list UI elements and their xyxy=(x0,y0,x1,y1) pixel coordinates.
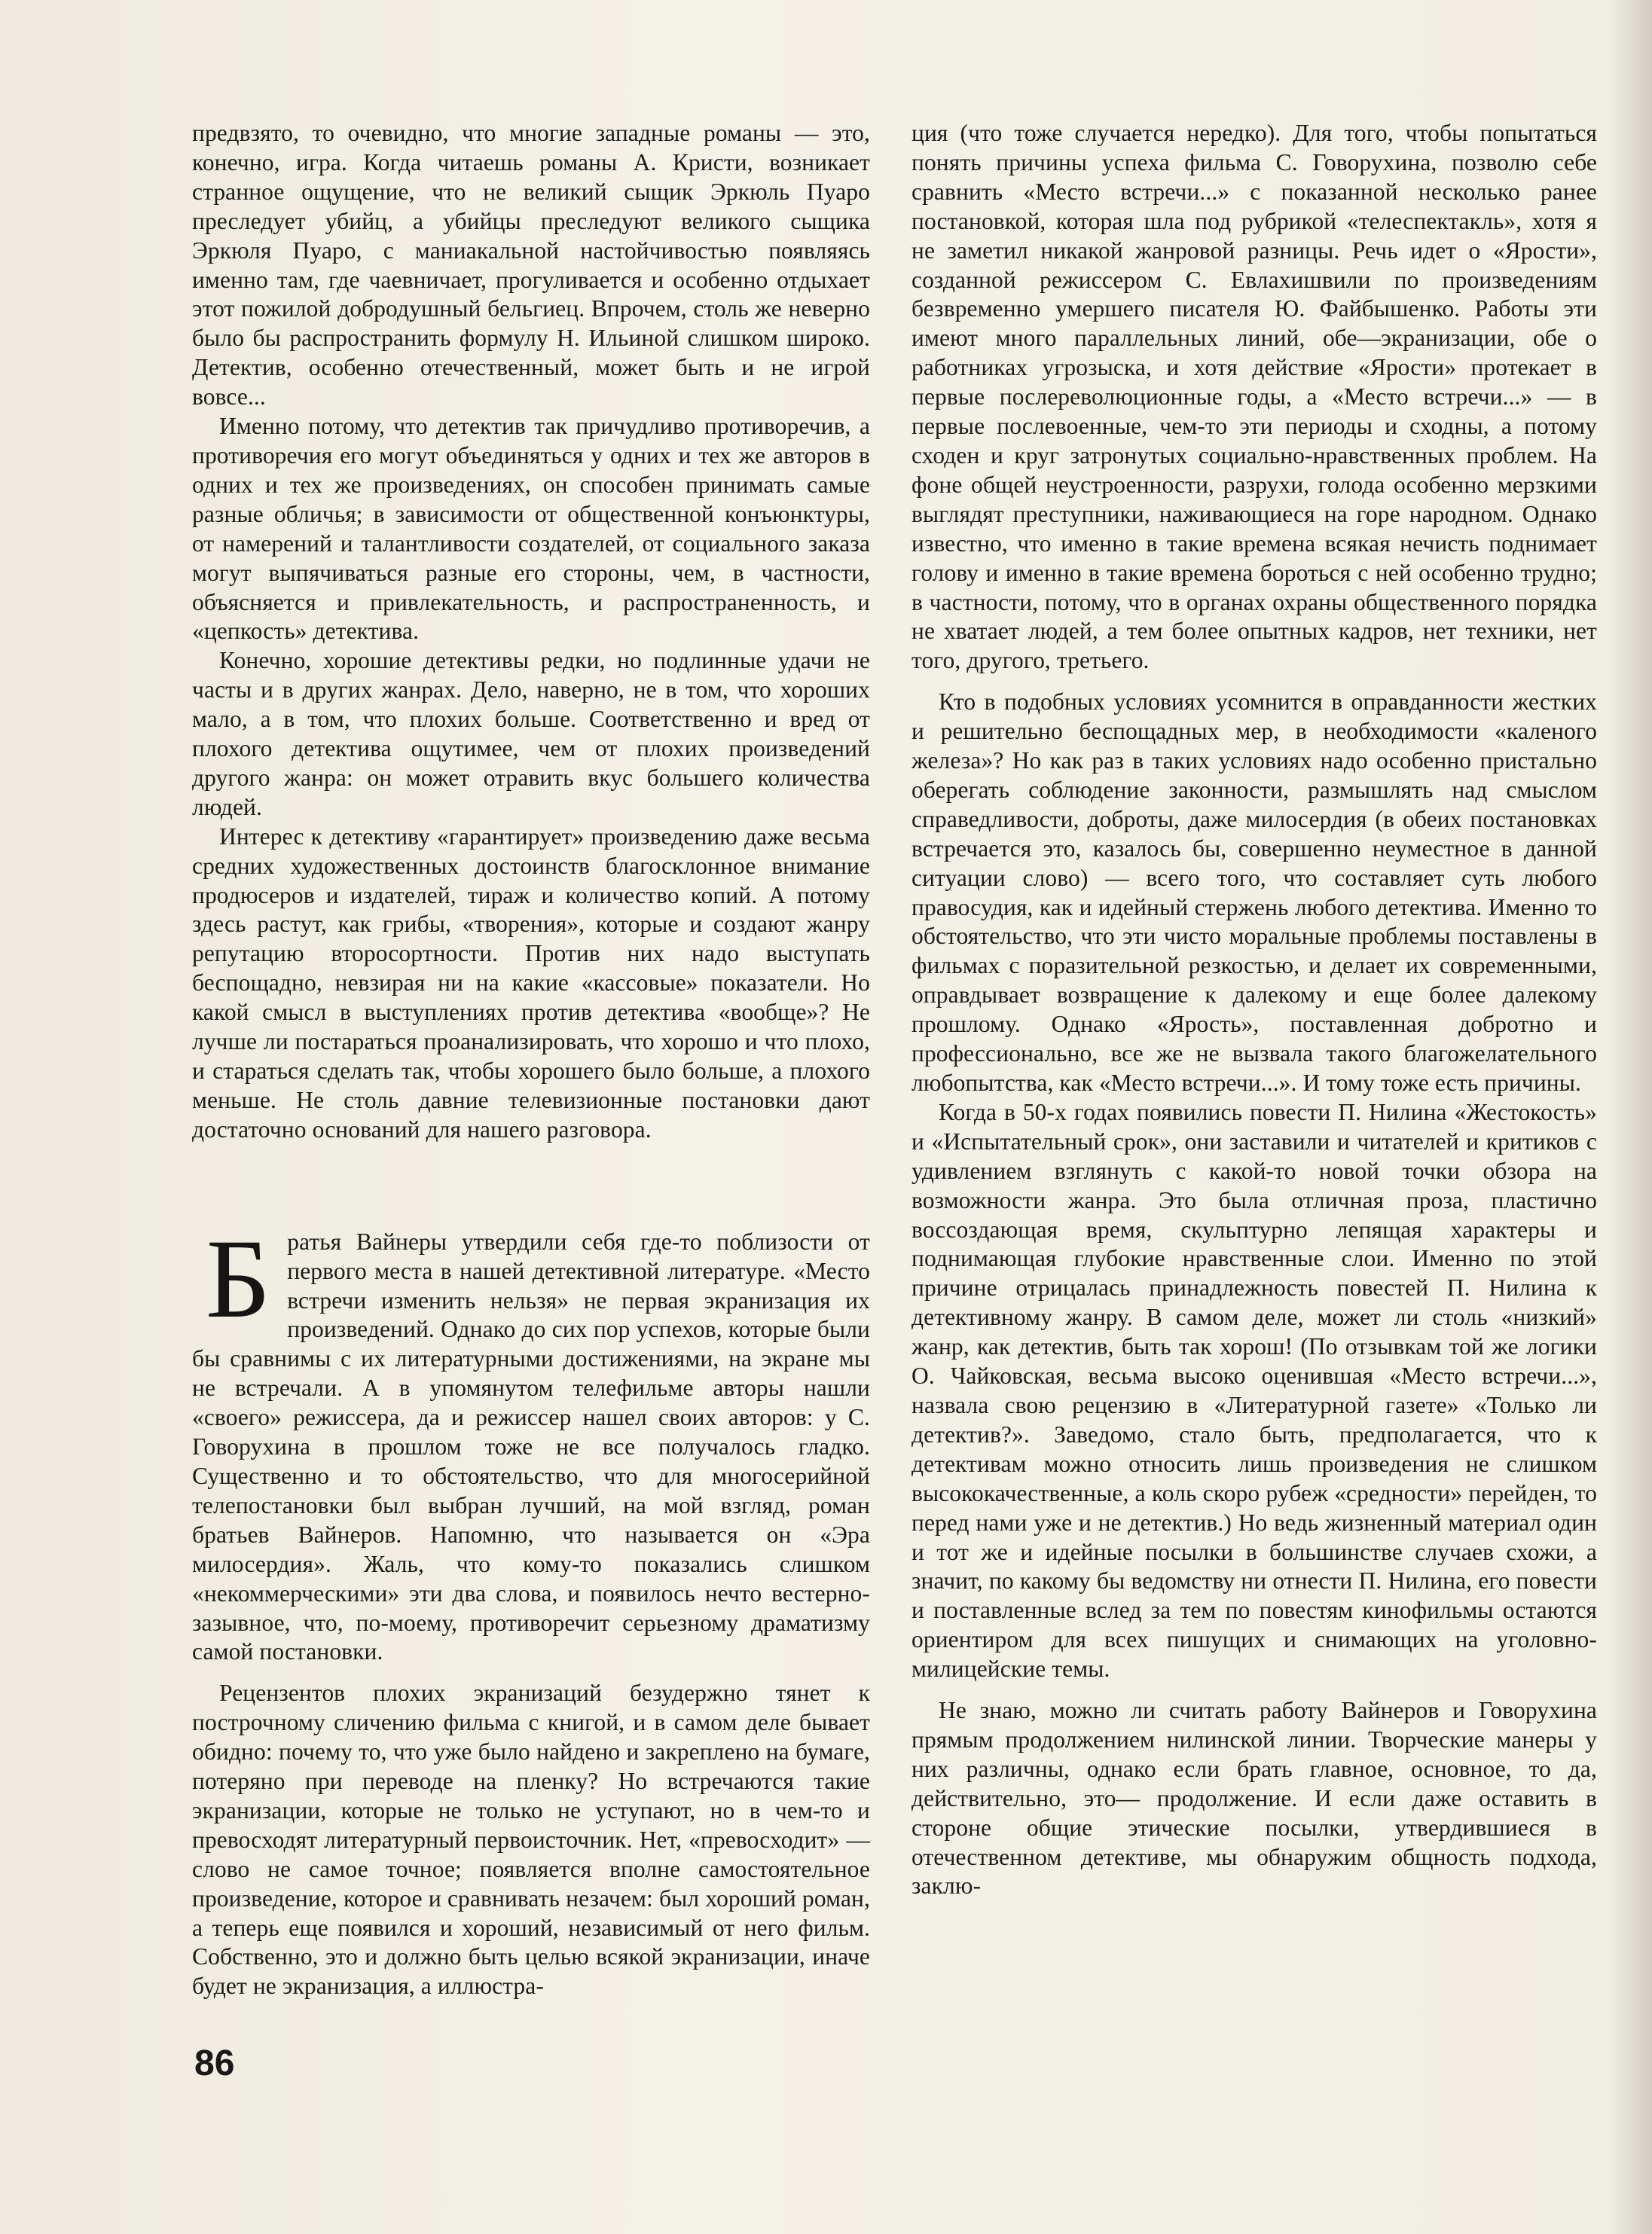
paragraph: Рецензентов плохих экранизаций безудержно тянет к построчному сличению фильма с книгой, и в самом деле бывает обидно: почему то, что уже было найдено и закреплено на бумаге, потеряно при переводе на пленку? Но встречаются такие экранизации, которые не только не уступают, но в чем-то и превосходят литературный первоисточник. Нет, «превосходит» — слово не самое точное; появляется вполне самостоятельное произведение, которое и сравнивать незачем: был хороший роман, а теперь еще появился и хороший, независимый от него фильм. Собственно, это и должно быть целью всякой экранизации, иначе будет не экранизация, а иллюстра- xyxy=(192,1680,870,2000)
paragraph: Интерес к детективу «гарантирует» произведению даже весьма средних художественных достоинств благосклонное внимание продюсеров и издателей, тираж и количество копий. А потому здесь растут, как грибы, «творения», которые и создают жанру репутацию второсортности. Против них надо выступать беспощадно, невзирая ни на какие «кассовые» показатели. Но какой смысл в выступлениях против детектива «вообще»? Не лучше ли постараться проанализировать, что хорошо и что плохо, и стараться сделать так, чтобы хорошего было больше, а плохого меньше. Не столь давние телевизионные постановки дают достаточно оснований для нашего разговора. xyxy=(192,822,870,1143)
page-edge-shadow xyxy=(1607,0,1652,2234)
paragraph: Именно потому, что детектив так причудливо противоречив, а противоречия его могут объединяться у одних и тех же авторов в одних и тех же произведениях, он способен принимать самые разные обличья; в зависимости от общественной конъюнктуры, от намерений и талантливости создателей, от социального заказа могут выпячиваться разные его стороны, чем, в частности, объясняется и привлекательность, и распространенность, и «цепкость» детектива. xyxy=(192,413,870,645)
paragraph: Кто в подобных условиях усомнится в оправданности жестких и решительно беспощадных мер, в необходимости «каленого железа»? Но как раз в таких условиях надо особенно пристально оберегать соблюдение законности, размышлять над смыслом справедливости, доброты, даже милосердия (в обеих постановках встречается это, казалось бы, совершенно неуместное в данной ситуации слово) — всего того, что составляет суть любого правосудия, как и идейный стержень любого детектива. Именно то обстоятельство, что эти чисто моральные проблемы поставлены в фильмах с поразительной резкостью, и делает их современными, оправдывает возвращение к далекому и еще более далекому прошлому. Однако «Ярость», поставленная добротно и профессионально, все же не вызвала такого благожелательного любопытства, как «Место встречи...». И тому тоже есть причины. xyxy=(912,688,1597,1096)
drop-cap: Б xyxy=(206,1216,271,1341)
section-break xyxy=(192,1145,870,1228)
paragraph: ция (что тоже случается нередко). Для того, чтобы попытаться понять причины успеха фильма С. Говорухина, позволю себе сравнить «Место встречи...» с показанной несколько ранее постановкой, которая шла под рубрикой «телеспектакль», хотя я не заметил никакой жанровой разницы. Речь идет о «Ярости», созданной режиссером С. Евлахишвили по произведениям безвременно умершего писателя Ю. Файбышенко. Работы эти имеют много параллельных линий, обе—экранизации, обе о работниках угрозыска, и хотя действие «Ярости» протекает в первые послереволюционные годы, а «Место встречи...» — в первые послевоенные, чем-то эти периоды и сходны, а потому сходен и круг затронутых социально-нравственных проблем. На фоне общей неустроенности, разрухи, голода особенно мерзкими выглядят преступники, наживающиеся на горе народном. Однако известно, что именно в такие времена всякая нечисть поднимает голову и именно в такие времена бороться с ней особенно трудно; в частности, потому, что в органах охраны общественного порядка не хватает людей, а тем более опытных кадров, нет техники, нет того, другого, третьего. xyxy=(912,120,1597,674)
paragraph-with-dropcap xyxy=(192,1216,870,1668)
paragraph: предвзято, то очевидно, что многие западные романы — это, конечно, игра. Когда читаешь романы А. Кристи, возникает странное ощущение, что не великий сыщик Эркюль Пуаро преследует убийц, а убийцы преследуют великого сыщика Эркюля Пуаро, с маниакальной настойчивостью появляясь именно там, где чаевничает, прогуливается и особенно отдыхает этот пожилой добродушный бельгиец. Впрочем, столь же неверно было бы распространить формулу Н. Ильиной слишком широко. Детектив, особенно отечественный, может быть и не игрой вовсе... xyxy=(192,120,870,410)
right-column xyxy=(912,119,1597,1901)
page-number: 86 xyxy=(194,2043,235,2083)
paragraph: Когда в 50-х годах появились повести П. Нилина «Жестокость» и «Испытательный срок», они заставили и читателей и критиков с удивлением взглянуть с какой-то новой точки обзора на возможности жанра. Это была отличная проза, пластично воссоздающая время, скульптурно лепящая характеры и поднимающая глубокие нравственные слои. Именно по этой причине отрицалась принадлежность повестей П. Нилина к детективному жанру. В самом деле, может ли столь «низкий» жанр, как детектив, быть так хорош! (По отзывкам той же логики О. Чайковская, весьма высоко оценившая «Место встречи...», назвала свою рецензию в «Литературной газете» «Только ли детектив?». Заведомо, стало быть, предполагается, что к детективам можно относить лишь произведения не слишком высококачественные, а коль скоро рубеж «средности» перейден, то перед нами уже и не детектив.) Но ведь жизненный материал один и тот же и идейные посылки в большинстве случаев схожи, а значит, по какому бы ведомству ни отнести П. Нилина, его повести и поставленные вслед за тем по повестям кинофильмы остаются ориентиром для всех пишущих и снимающих на уголовно-милицейские темы. xyxy=(912,1098,1597,1683)
paragraph: Не знаю, можно ли считать работу Вайнеров и Говорухина прямым продолжением нилинской линии. Творческие манеры у них различны, однако если брать главное, основное, то да, действительно, это— продолжение. И если даже оставить в стороне общие этические посылки, утвердившиеся в отечественном детективе, мы обнаружим общность подхода, заклю- xyxy=(912,1697,1597,1900)
paragraph-text: ратья Вайнеры утвердили себя где-то поблизости от первого места в нашей детективной литературе. «Место встречи изменить нельзя» не первая экранизация их произведений. Однако до сих пор успехов, которые были бы сравнимы с их литературными достижениями, на экране мы не встречали. А в упомянутом телефильме авторы нашли «своего» режиссера, да и режиссер нашел своих авторов: у С. Говорухина в прошлом тоже не все получалось гладко. Существенно и то обстоятельство, что для многосерийной телепостановки был выбран лучший, на мой взгляд, роман братьев Вайнеров. Напомню, что называется он «Эра милосердия». Жаль, что кому-то показались слишком «некоммерческими» эти два слова, и появилось нечто вестерно-зазывное, что, по-моему, противоречит серьезному драматизму самой постановки. xyxy=(192,1228,870,1665)
paragraph: Конечно, хорошие детективы редки, но подлинные удачи не часты и в других жанрах. Дело, наверно, не в том, что хороших мало, а в том, что плохих больше. Соответственно и вред от плохого детектива ощутимее, чем от плохих произведений другого жанра: он может отравить вкус большего количества людей. xyxy=(192,647,870,820)
left-column xyxy=(192,119,870,2001)
